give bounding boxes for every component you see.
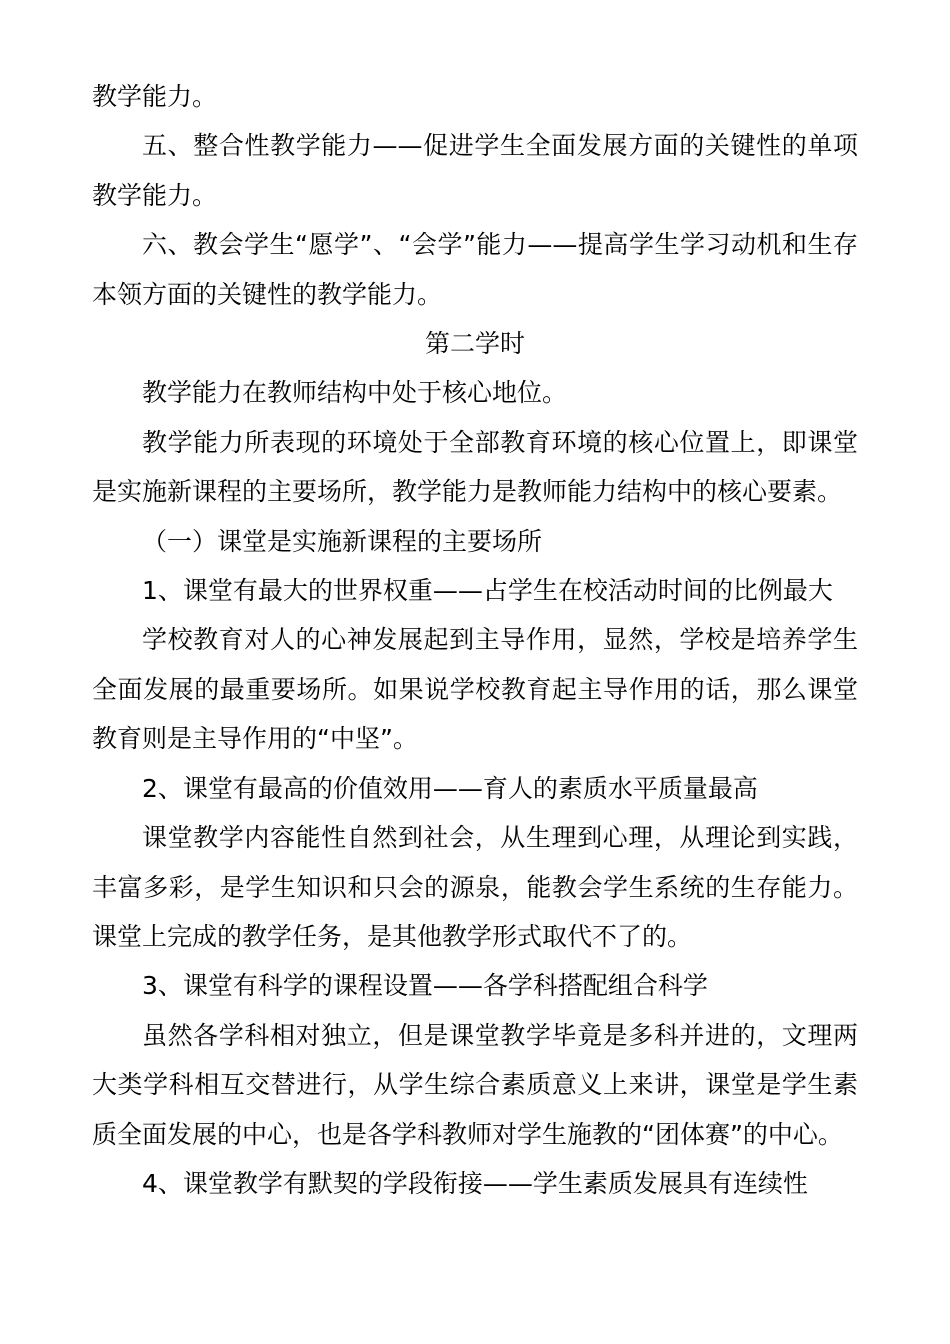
point-two-body: 课堂教学内容能性自然到社会，从生理到心理，从理论到实践，丰富多彩，是学生知识和只会的源泉，能教会学生系统的生存能力。课堂上完成的教学任务，是其他教学形式取代不了的。 [92,823,858,951]
paragraph-environment: 教学能力所表现的环境处于全部教育环境的核心位置上，即课堂是实施新课程的主要场所，教学能力是教师能力结构中的核心要素。 [92,427,858,507]
point-four-heading: 4、课堂教学有默契的学段衔接——学生素质发展具有连续性 [142,1168,808,1198]
paragraph-continuation: 教学能力。 [92,82,218,111]
point-one-heading: 1、课堂有最大的世界权重——占学生在校活动时间的比例最大 [142,576,833,606]
document-body [92,72,858,1208]
point-three-body: 虽然各学科相对独立，但是课堂教学毕竟是多科并进的，文理两大类学科相互交替进行，从学生综合素质意义上来讲，课堂是学生素质全面发展的中心，也是各学科教师对学生施教的“团体赛”的中心。 [92,1020,858,1149]
paragraph-item-five: 五、整合性教学能力——促进学生全面发展方面的关键性的单项教学能力。 [92,131,858,210]
paragraph-item-six: 六、教会学生“愿学”、“会学”能力——提高学生学习动机和生存本领方面的关键性的教学能力。 [92,230,858,309]
point-one-body: 学校教育对人的心神发展起到主导作用，显然，学校是培养学生全面发展的最重要场所。如果说学校教育起主导作用的话，那么课堂教育则是主导作用的“中坚”。 [92,625,858,754]
section-heading: 第二学时 [424,329,525,359]
subheading-classroom: （一）课堂是实施新课程的主要场所 [142,526,543,556]
point-two-heading: 2、课堂有最高的价值效用——育人的素质水平质量最高 [142,773,758,803]
paragraph-core-position: 教学能力在教师结构中处于核心地位。 [142,378,568,408]
point-three-heading: 3、课堂有科学的课程设置——各学科搭配组合科学 [142,971,708,1001]
